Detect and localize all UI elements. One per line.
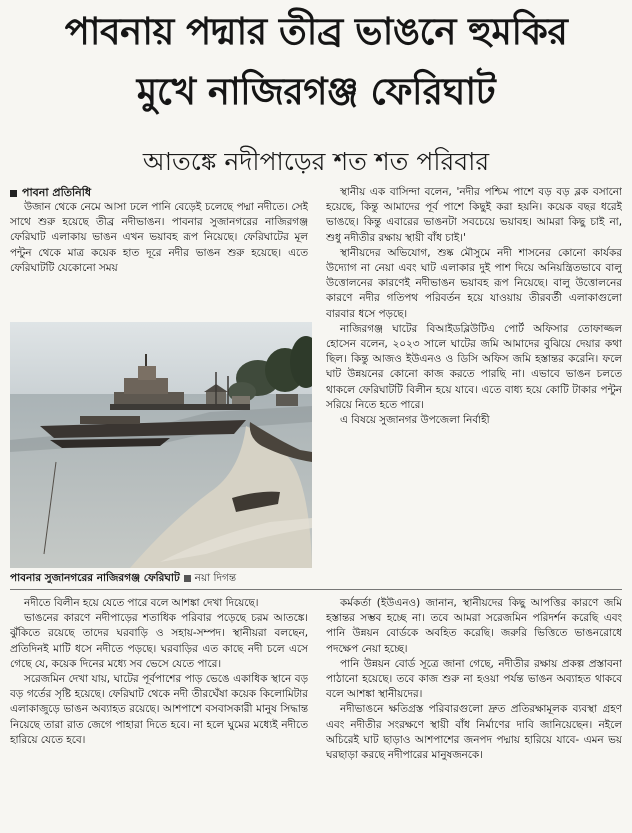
article-column-d	[326, 596, 622, 828]
paragraph: নদীতে বিলীন হয়ে যেতে পারে বলে আশঙ্কা দেখা দিয়েছে।	[24, 597, 259, 609]
paragraph: সরেজমিন দেখা যায়, ঘাটের পূর্বপাশের পাড় ভেঙে একাধিক স্থানে বড় বড় গর্তের সৃষ্টি হয়েছে। ফেরিঘাট থেকে নদী তীরঘেঁষা কয়েক কিলোমিটার এলাকাজুড়ে ভাঙন অব্যাহত রয়েছে। আশপাশে বসবাসকারী মানুষ সিদ্ধান্ত নিয়েছে তারা রাত জেগে পাহারা দিতে হবে। না হলে ঘুমের মধ্যেই নদীতে হারিয়ে যেতে হবে।	[10, 673, 308, 746]
paragraph: ভাঙনের কারণে নদীপাড়ের শতাধিক পরিবার পড়েছে চরম আতঙ্কে। ঝুঁকিতে রয়েছে তাদের ঘরবাড়ি ও সহায়-সম্পদ। স্থানীয়রা বলছেন, প্রতিদিনই মাটি ধসে নদীতে পড়ছে। ঘরবাড়ির এত কাছে নদী চলে এসে গেছে যে, কয়েক দিনের মধ্যে সব ভেসে যেতে পারে।	[10, 612, 308, 670]
subheadline: আতঙ্কে নদীপাড়ের শত শত পরিবার	[142, 147, 490, 176]
article-column-c	[10, 596, 308, 828]
caption-text: পাবনার সুজানগরের নাজিরগঞ্জ ফেরিঘাট	[10, 572, 180, 584]
paragraph: স্থানীয়দের অভিযোগ, শুষ্ক মৌসুমে নদী শাসনের কোনো কার্যকর উদ্যোগ না নেয়া এবং ঘাট এলাকার দুই পাশ দিয়ে অনিয়ন্ত্রিতভাবে বালু উত্তোলনের কারণেই নদীভাঙন ভয়াবহ রূপ নিয়েছে। বালু উত্তোলনের কারণে নদীর গতিপথ পরিবর্তন হয়ে যাওয়ায় তীরবর্তী এলাকাগুলো বারবার ধসে পড়ছে।	[326, 246, 622, 320]
paragraph: পানি উন্নয়ন বোর্ড সূত্রে জানা গেছে, নদীতীর রক্ষায় প্রকল্প প্রস্তাবনা পাঠানো হয়েছে। তবে কাজ শুরু না হওয়া পর্যন্ত ভাঙন অব্যাহত থাকবে বলে আশঙ্কা স্থানীয়দের।	[326, 657, 622, 701]
caption-separator-icon	[184, 575, 191, 582]
paragraph: এ বিষয়ে সুজানগর উপজেলা নির্বাহী	[340, 414, 490, 427]
article-column-b	[326, 185, 622, 590]
headline-line-2: মুখে নাজিরগঞ্জ ফেরিঘাট	[136, 70, 496, 113]
paragraph: নদীভাঙনে ক্ষতিগ্রস্ত পরিবারগুলো দ্রুত প্রতিরক্ষামূলক ব্যবস্থা গ্রহণ এবং নদীতীর সংরক্ষণে স্থায়ী বাঁধ নির্মাণের দাবি জানিয়েছেন। নইলে অচিরেই ঘাট ছাড়াও আশপাশের জনপদ পদ্মায় হারিয়ে যাবে- এমন ভয় ঘরছাড়া করছে নদীপারের মানুষজনকে।	[326, 703, 622, 762]
article-column-a	[10, 200, 308, 320]
byline	[10, 185, 308, 200]
photo-credit: নয়া দিগন্ত	[194, 572, 237, 584]
paragraph: নাজিরগঞ্জ ঘাটের বিআইডব্লিউটিএ পোর্ট অফিসার তোফাজ্জল হোসেন বলেন, ২০২৩ সালে ঘাটের জমি আমাদের বুঝিয়ে দেয়ার কথা ছিল। কিন্তু আজও ইউএনও ও ডিসি অফিস জমি হস্তান্তর করেনি। ফলে ঘাট উন্নয়নের কোনো কাজ করতে পারছি না। এভাবে ভাঙন চলতে থাকলে ফেরিঘাটটি বিলীন হয়ে যাবে। এতে বাধ্য হয়ে কোটি টাকার পন্টুন সরিয়ে নিতে হতে পারে।	[326, 322, 622, 411]
riverbank-photo-illustration	[10, 322, 312, 568]
paragraph: স্থানীয় এক বাসিন্দা বলেন, 'নদীর পশ্চিম পাশে বড় বড় ব্লক বসানো হয়েছে, কিন্তু আমাদের পূর্ব পাশে কিছুই করা হয়নি। কয়েক বছর ধরেই ভাঙছে। কিন্তু এবারের ভাঙনটা সবচেয়ে ভয়াবহ। আমরা কিছু চাই না, শুধু নদীতীর রক্ষায় স্থায়ী বাঁধ চাই।'	[326, 186, 622, 244]
byline-square-icon	[10, 190, 17, 197]
headline	[0, 2, 632, 122]
news-photo	[10, 322, 312, 568]
byline-text: পাবনা প্রতিনিধি	[22, 186, 92, 199]
headline-line-1: পাবনায় পদ্মার তীব্র ভাঙনে হুমকির	[64, 10, 568, 53]
paragraph: উজান থেকে নেমে আসা ঢলে পানি বেড়েই চলেছে পদ্মা নদীতে। সেই সাথে শুরু হয়েছে তীব্র নদীভাঙন। পাবনার সুজানগরের নাজিরগঞ্জ ফেরিঘাট এলাকায় ভাঙন এখন ভয়াবহ রূপ নিয়েছে। ফেরিঘাটের মূল পন্টুন থেকে মাত্র কয়েক হাত দূরে নদীর ভাঙন শুরু হয়েছে। এতে ফেরিঘাটটি যেকোনো সময়	[10, 201, 308, 274]
divider	[10, 589, 622, 590]
paragraph: কর্মকর্তা (ইউএনও) জানান, স্থানীয়দের কিছু আপত্তির কারণে জমি হস্তান্তর সম্ভব হচ্ছে না। তবে আমরা সরেজমিন পরিদর্শন করেছি এবং পানি উন্নয়ন বোর্ডকে অবহিত করেছি। জরুরি ভিত্তিতে ভাঙনরোধে পদক্ষেপ নেয়া হচ্ছে।	[326, 597, 622, 655]
photo-caption	[10, 570, 320, 586]
